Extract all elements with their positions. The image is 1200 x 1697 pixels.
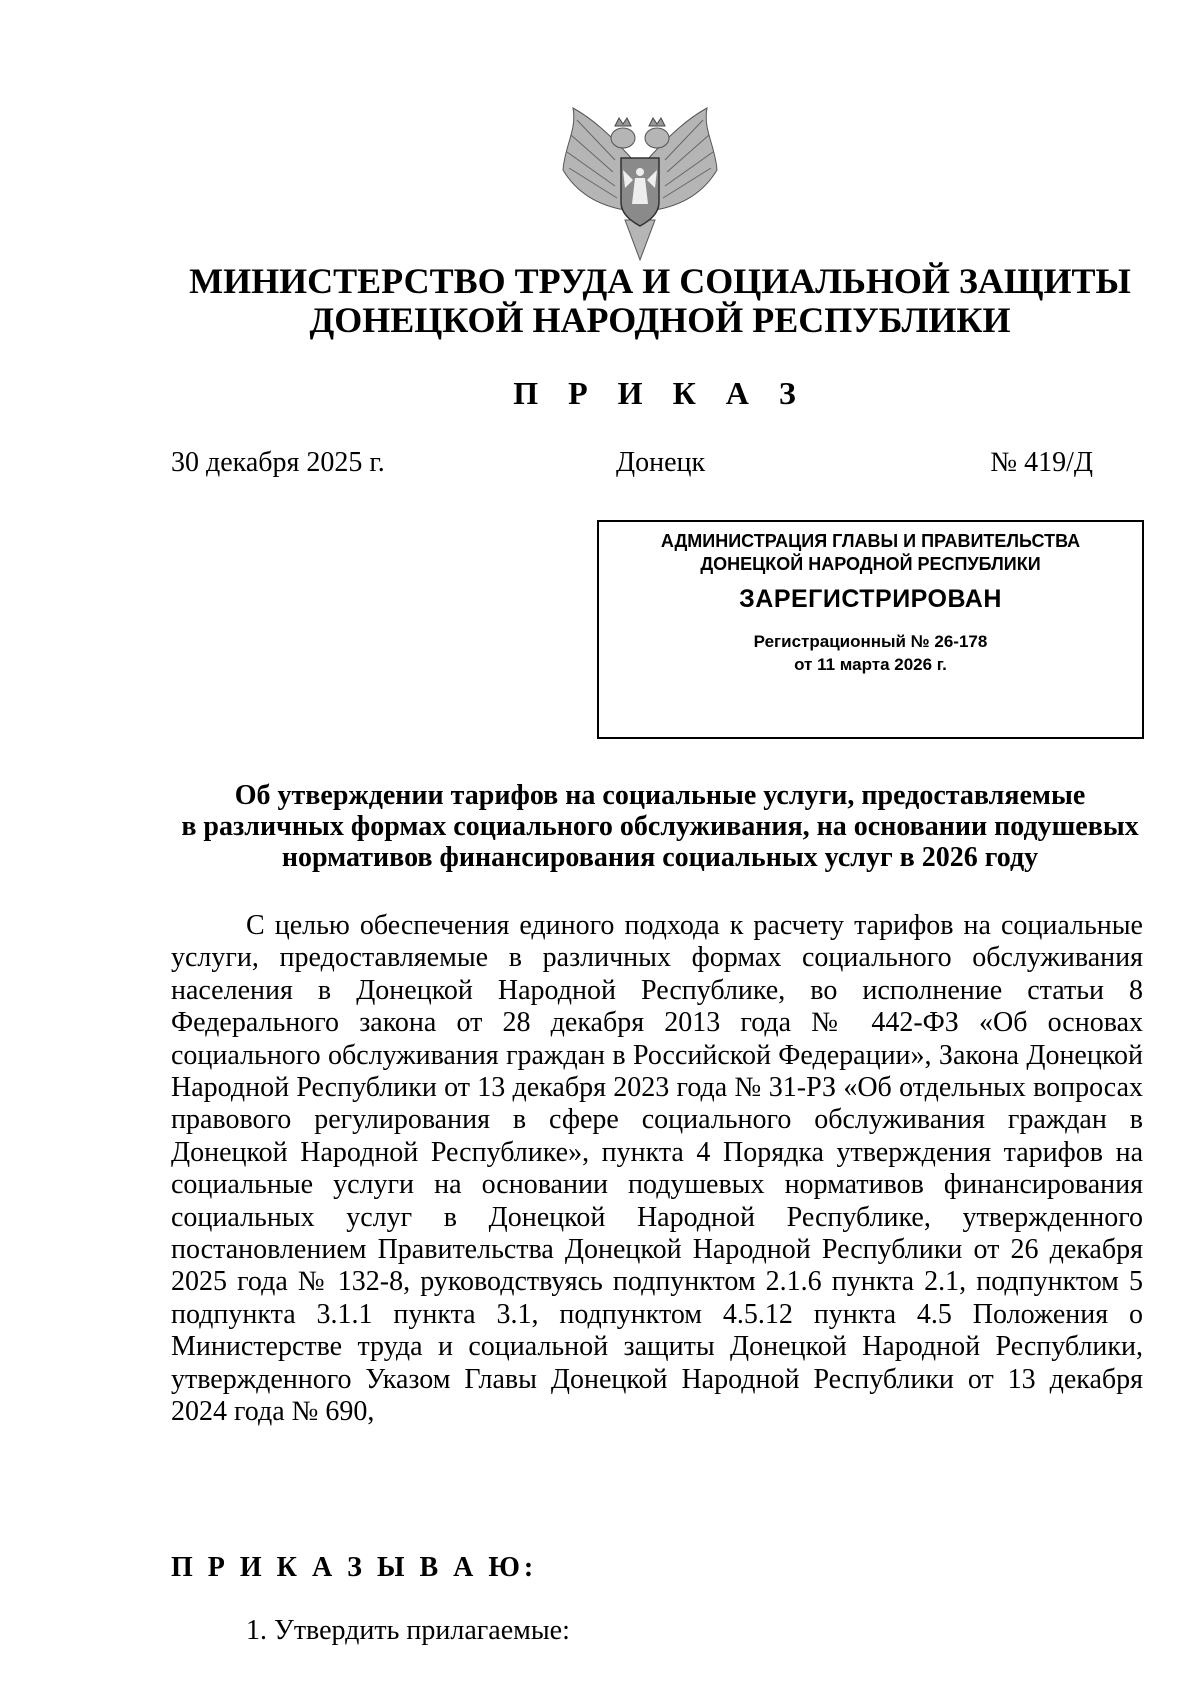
coat-of-arms-icon bbox=[555, 100, 725, 265]
registration-number: Регистрационный № 26-178 bbox=[753, 632, 988, 651]
registration-org-line1: АДМИНИСТРАЦИЯ ГЛАВЫ И ПРАВИТЕЛЬСТВА bbox=[660, 531, 1081, 551]
order-subject-line3: нормативов финансирования социальных услуг в 2026 году bbox=[281, 842, 1039, 873]
decree-heading: П Р И К А З Ы В А Ю: bbox=[171, 1552, 538, 1583]
order-date: 30 декабря 2025 г. bbox=[171, 447, 385, 478]
order-subject bbox=[150, 780, 1170, 873]
registration-stamp bbox=[597, 520, 1144, 739]
ministry-name bbox=[130, 262, 1190, 340]
registration-org bbox=[599, 530, 1142, 576]
order-subject-line2: в различных формах социального обслуживания, на основании подушевых bbox=[181, 811, 1139, 842]
preamble-paragraph: С целью обеспечения единого подхода к расчету тарифов на социальные услуги, предоставляемые в различных формах социального обслуживания населения в Донецкой Народной Республике, во исполнение статьи 8 Федерального закона от 28 декабря 2013 года № 442-ФЗ «Об основах социального обслуживания граждан в Российской Федерации», Закона Донецкой Народной Республики от 13 декабря 2023 года № 31-РЗ «Об отдельных вопросах правового регулирования в сфере социального обслуживания граждан в Донецкой Народной Республике», пункта 4 Порядка утверждения тарифов на социальные услуги на основании подушевых нормативов финансирования социальных услуг в Донецкой Народной Республике, утвержденного постановлением Правительства Донецкой Народной Республики от 26 декабря 2025 года № 132-8, руководствуясь подпунктом 2.1.6 пункта 2.1, подпунктом 5 подпункта 3.1.1 пункта 3.1, подпунктом 4.5.12 пункта 4.5 Положения о Министерстве труда и социальной защиты Донецкой Народной Республики, утвержденного Указом Главы Донецкой Народной Республики от 13 декабря 2024 года № 690, bbox=[171, 910, 1143, 1428]
registration-details bbox=[599, 630, 1142, 676]
order-item-1: 1. Утвердить прилагаемые: bbox=[246, 1615, 570, 1646]
order-city: Донецк bbox=[616, 447, 706, 478]
ministry-name-line1: МИНИСТЕРСТВО ТРУДА И СОЦИАЛЬНОЙ ЗАЩИТЫ bbox=[189, 261, 1131, 301]
registration-org-line2: ДОНЕЦКОЙ НАРОДНОЙ РЕСПУБЛИКИ bbox=[700, 554, 1041, 574]
registration-status: ЗАРЕГИСТРИРОВАН bbox=[739, 585, 1002, 613]
order-subject-line1: Об утверждении тарифов на социальные услуги, предоставляемые bbox=[234, 780, 1086, 811]
order-number: № 419/Д bbox=[990, 447, 1093, 478]
document-type-heading: П Р И К А З bbox=[513, 375, 807, 411]
preamble-text bbox=[171, 910, 1143, 1429]
ministry-name-line2: ДОНЕЦКОЙ НАРОДНОЙ РЕСПУБЛИКИ bbox=[309, 300, 1011, 340]
registration-date: от 11 марта 2026 г. bbox=[794, 655, 947, 674]
